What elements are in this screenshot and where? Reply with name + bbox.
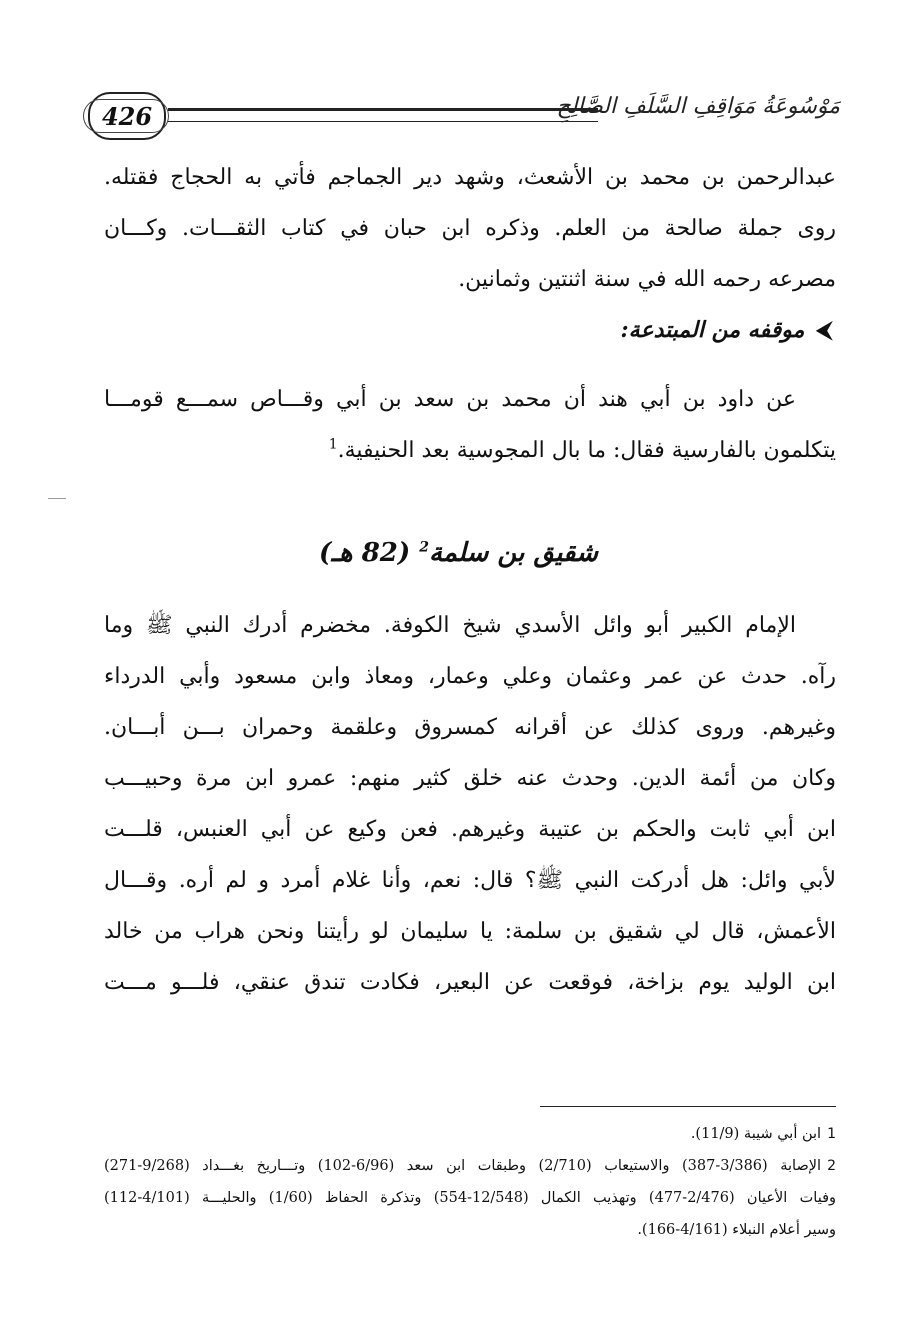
footnote-2-cont: وسير أعلام النبلاء (4/161-166). (637, 1222, 836, 1238)
section-name: شقيق بن سلمة (429, 538, 598, 568)
footnote-2 (104, 1150, 836, 1182)
series-title: مَوْسُوعَةُ مَوَاقِفِ السَّلَفِ الصَّالِحِ (556, 94, 840, 119)
text-line (104, 425, 836, 476)
page-header (88, 92, 840, 144)
footnote-rule (540, 1106, 836, 1107)
body-text-bottom (104, 600, 836, 1008)
footnote-text: ابن أبي شيبة (11/9). (690, 1126, 822, 1142)
text-line: لأبي وائل: هل أدركت النبي ﷺ؟ قال: نعم، وأنا غلام أمرد و لم أره. وقـــال (104, 868, 836, 893)
text-line-content: يتكلمون بالفارسية فقال: ما بال المجوسية بعد الحنيفية. (337, 438, 836, 463)
text-line: الإمام الكبير أبو وائل الأسدي شيخ الكوفة. مخضرم أدرك النبي ﷺ وما (104, 613, 796, 638)
text-line: ابن أبي ثابت والحكم بن عتيبة وغيرهم. فعن وكيع عن أبي العنبس، قلـــت (104, 817, 836, 842)
body-text-top (104, 152, 836, 476)
margin-mark (48, 498, 66, 499)
text-line: ابن الوليد يوم بزاخة، فوقعت عن البعير، فكادت تندق عنقي، فلـــو مـــت (104, 970, 836, 995)
section-date: (82 هـ) (319, 538, 411, 568)
header-rule (168, 108, 598, 122)
footnote-number: 2 (827, 1158, 836, 1174)
text-line: عن داود بن أبي هند أن محمد بن سعد بن أبي وقـــاص سمـــع قومـــا (104, 387, 797, 412)
text-line: الأعمش، قال لي شقيق بن سلمة: يا سليمان لو رأيتنا ونحن هراب من خالد (104, 919, 836, 944)
subheading-text: موقفه من المبتدعة: (620, 317, 805, 343)
paragraph-1 (104, 152, 836, 305)
footnotes (104, 1118, 836, 1246)
footnote-ref: 1 (328, 436, 338, 453)
text-line: مصرعه رحمه الله في سنة اثنتين وثمانين. (458, 267, 836, 292)
footnote-2-cont: وفيات الأعيان (2/476-477) وتهذيب الكمال (12/548-554) وتذكرة الحفاظ (1/60) والحليـــة (4/101-112) (104, 1190, 837, 1206)
footnote-1 (104, 1118, 836, 1150)
footnote-ref: 2 (419, 539, 430, 556)
section-title (0, 538, 917, 568)
footnote-text: الإصابة (3/386-387) والاستيعاب (2/710) وطبقات ابن سعد (6/96-102) وتـــاريخ بغـــداد (9/268-271) (104, 1158, 822, 1174)
paragraph-2 (104, 374, 836, 476)
text-line: رآه. حدث عن عمر وعثمان وعلي وعمار، ومعاذ وابن مسعود وأبي الدرداء (104, 664, 836, 689)
text-line: وكان من أئمة الدين. وحدث عنه خلق كثير منهم: عمرو ابن مرة وحبيـــب (104, 766, 836, 791)
text-line: روى جملة صالحة من العلم. وذكره ابن حبان في كتاب الثقـــات. وكـــان (104, 216, 836, 241)
subheading (104, 305, 836, 356)
page-number: 426 (101, 101, 153, 131)
page-number-badge (88, 92, 166, 140)
text-line: وغيرهم. وروى كذلك عن أقرانه كمسروق وعلقمة وحمران بـــن أبـــان. (104, 715, 836, 740)
footnote-number: 1 (827, 1126, 836, 1142)
text-line: عبدالرحمن بن محمد بن الأشعث، وشهد دير الجماجم فأتي به الحجاج فقتله. (104, 165, 836, 190)
arrow-bullet-icon: ⮜ (816, 317, 832, 343)
